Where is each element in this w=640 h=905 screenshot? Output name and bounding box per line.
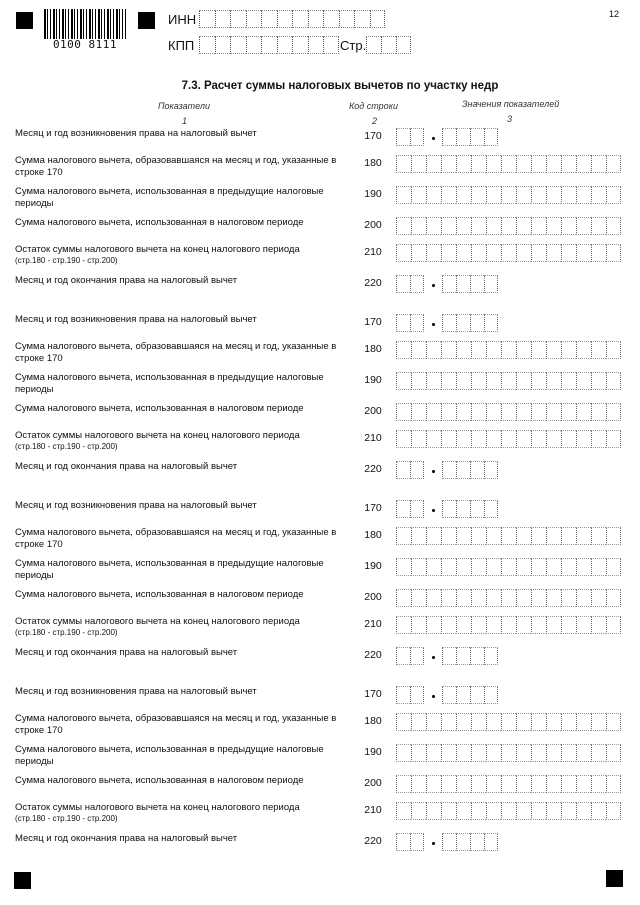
row-label-170: [15, 500, 353, 512]
row-label-note: (стр.180 - стр.190 - стр.200): [15, 256, 118, 265]
row-label-180: [15, 155, 353, 179]
inn-label: ИНН: [168, 12, 197, 27]
row-code-170: 170: [364, 130, 382, 142]
row-label-text: Сумма налогового вычета, использованная в налоговом периоде: [15, 217, 304, 228]
row-label-text: Месяц и год окончания права на налоговый вычет: [15, 833, 238, 844]
page-number: 12: [608, 9, 619, 19]
row-label-text: Сумма налогового вычета, образовавшаяся на месяц и год, указанные в строке 170: [15, 155, 337, 178]
row-code-210: 210: [364, 804, 382, 816]
row-code-200: 200: [364, 591, 382, 603]
row-code-180: 180: [364, 529, 382, 541]
row-code-210: 210: [364, 618, 382, 630]
section-title: 7.3. Расчет суммы налоговых вычетов по участку недр: [181, 80, 499, 92]
registration-marker-bottom-right: [606, 870, 623, 887]
row-label-180: [15, 527, 353, 551]
column-number-1: 1: [182, 116, 188, 126]
row-label-220: [15, 833, 353, 845]
kpp-field[interactable]: [199, 36, 339, 54]
row-code-170: 170: [364, 502, 382, 514]
row-code-190: 190: [364, 560, 382, 572]
amount-input-210[interactable]: [396, 244, 621, 262]
row-label-200: [15, 589, 353, 601]
row-code-200: 200: [364, 777, 382, 789]
row-code-190: 190: [364, 374, 382, 386]
row-label-190: [15, 372, 353, 396]
row-label-220: [15, 275, 353, 287]
row-code-180: 180: [364, 343, 382, 355]
amount-input-200[interactable]: [396, 403, 621, 421]
row-code-170: 170: [364, 316, 382, 328]
row-label-200: [15, 217, 353, 229]
amount-input-190[interactable]: [396, 744, 621, 762]
row-label-220: [15, 461, 353, 473]
barcode: [44, 9, 126, 49]
barcode-number: 0100 8111: [44, 39, 126, 51]
row-label-text: Сумма налогового вычета, образовавшаяся на месяц и год, указанные в строке 170: [15, 527, 337, 550]
amount-input-190[interactable]: [396, 372, 621, 390]
row-label-text: Сумма налогового вычета, использованная в предыдущие налоговые периоды: [15, 744, 324, 767]
row-label-190: [15, 558, 353, 582]
registration-marker-top-right: [138, 12, 155, 29]
row-code-180: 180: [364, 715, 382, 727]
amount-input-200[interactable]: [396, 217, 621, 235]
row-label-text: Месяц и год окончания права на налоговый вычет: [15, 275, 238, 286]
amount-input-180[interactable]: [396, 713, 621, 731]
amount-input-180[interactable]: [396, 527, 621, 545]
row-code-190: 190: [364, 188, 382, 200]
row-label-text: Сумма налогового вычета, использованная в налоговом периоде: [15, 589, 304, 600]
row-code-210: 210: [364, 246, 382, 258]
amount-input-190[interactable]: [396, 558, 621, 576]
row-code-220: 220: [364, 463, 382, 475]
amount-input-210[interactable]: [396, 802, 621, 820]
column-values-heading: Значения показателей: [462, 99, 560, 109]
row-label-text: Сумма налогового вычета, использованная в налоговом периоде: [15, 775, 304, 786]
row-label-180: [15, 713, 353, 737]
row-label-210: [15, 244, 353, 266]
row-label-note: (стр.180 - стр.190 - стр.200): [15, 628, 118, 637]
row-label-text: Остаток суммы налогового вычета на конец налогового периода: [15, 430, 300, 441]
column-indicators-heading: Показатели: [158, 101, 210, 111]
row-label-text: Остаток суммы налогового вычета на конец налогового периода: [15, 616, 300, 627]
kpp-label: КПП: [168, 38, 195, 53]
row-label-220: [15, 647, 353, 659]
row-label-210: [15, 430, 353, 452]
registration-marker-bottom-left: [14, 872, 31, 889]
row-label-text: Сумма налогового вычета, использованная в предыдущие налоговые периоды: [15, 186, 324, 209]
row-label-text: Остаток суммы налогового вычета на конец налогового периода: [15, 244, 300, 255]
amount-input-200[interactable]: [396, 775, 621, 793]
row-code-220: 220: [364, 277, 382, 289]
row-code-170: 170: [364, 688, 382, 700]
row-label-text: Сумма налогового вычета, использованная в предыдущие налоговые периоды: [15, 372, 324, 395]
row-code-220: 220: [364, 649, 382, 661]
row-label-200: [15, 775, 353, 787]
amount-input-190[interactable]: [396, 186, 621, 204]
row-label-text: Месяц и год возникновения права на налоговый вычет: [15, 128, 257, 139]
row-label-210: [15, 802, 353, 824]
row-label-text: Месяц и год окончания права на налоговый вычет: [15, 461, 238, 472]
row-label-190: [15, 186, 353, 210]
row-label-200: [15, 403, 353, 415]
row-label-note: (стр.180 - стр.190 - стр.200): [15, 442, 118, 451]
page-field[interactable]: [366, 36, 411, 54]
amount-input-210[interactable]: [396, 430, 621, 448]
row-label-text: Сумма налогового вычета, образовавшаяся на месяц и год, указанные в строке 170: [15, 341, 337, 364]
row-label-text: Месяц и год возникновения права на налоговый вычет: [15, 686, 257, 697]
page-label: Стр.: [340, 38, 367, 53]
row-label-210: [15, 616, 353, 638]
inn-field[interactable]: [199, 10, 385, 28]
row-code-190: 190: [364, 746, 382, 758]
row-code-180: 180: [364, 157, 382, 169]
registration-marker-top-left: [16, 12, 33, 29]
amount-input-180[interactable]: [396, 341, 621, 359]
row-code-220: 220: [364, 835, 382, 847]
row-label-180: [15, 341, 353, 365]
amount-input-180[interactable]: [396, 155, 621, 173]
row-label-text: Месяц и год окончания права на налоговый вычет: [15, 647, 238, 658]
row-label-note: (стр.180 - стр.190 - стр.200): [15, 814, 118, 823]
row-code-200: 200: [364, 405, 382, 417]
row-label-text: Сумма налогового вычета, образовавшаяся на месяц и год, указанные в строке 170: [15, 713, 337, 736]
row-code-200: 200: [364, 219, 382, 231]
row-code-210: 210: [364, 432, 382, 444]
row-label-text: Остаток суммы налогового вычета на конец налогового периода: [15, 802, 300, 813]
row-label-text: Сумма налогового вычета, использованная в предыдущие налоговые периоды: [15, 558, 324, 581]
amount-input-200[interactable]: [396, 589, 621, 607]
row-label-170: [15, 686, 353, 698]
row-label-170: [15, 128, 353, 140]
column-number-3: 3: [507, 114, 513, 124]
row-label-text: Сумма налогового вычета, использованная в налоговом периоде: [15, 403, 304, 414]
row-label-text: Месяц и год возникновения права на налоговый вычет: [15, 500, 257, 511]
row-label-190: [15, 744, 353, 768]
amount-input-210[interactable]: [396, 616, 621, 634]
column-number-2: 2: [372, 116, 378, 126]
row-label-text: Месяц и год возникновения права на налоговый вычет: [15, 314, 257, 325]
row-label-170: [15, 314, 353, 326]
column-code-heading: Код строки: [349, 101, 398, 111]
